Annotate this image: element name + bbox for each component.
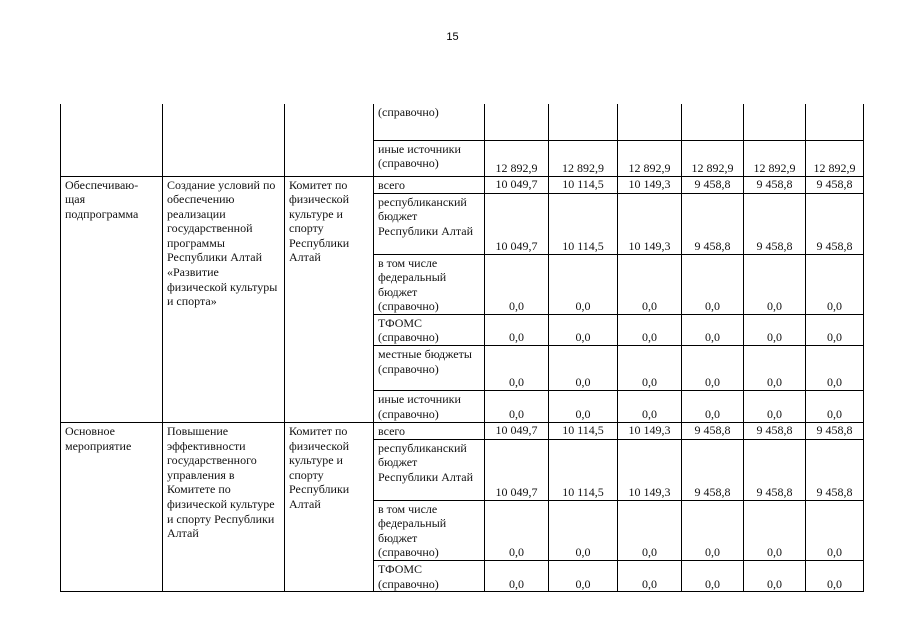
value-cell: 0,0	[549, 254, 618, 314]
source-cell: всего	[374, 176, 485, 193]
value-cell: 10 149,3	[618, 176, 682, 193]
value-cell	[549, 104, 618, 140]
value-cell: 0,0	[744, 314, 806, 345]
value-cell: 0,0	[485, 346, 549, 391]
value-cell: 0,0	[549, 500, 618, 560]
value-cell: 0,0	[682, 346, 744, 391]
source-cell: иные источники (справочно)	[374, 140, 485, 176]
value-cell: 0,0	[806, 314, 864, 345]
page-number: 15	[446, 31, 459, 43]
value-cell: 9 458,8	[682, 439, 744, 500]
value-cell: 0,0	[744, 346, 806, 391]
budget-table	[60, 104, 864, 592]
value-cell: 10 114,5	[549, 176, 618, 193]
value-cell: 9 458,8	[682, 176, 744, 193]
value-cell: 12 892,9	[618, 140, 682, 176]
value-cell: 10 049,7	[485, 423, 549, 440]
value-cell: 0,0	[744, 254, 806, 314]
name-cell: Повышение эффективности государственного управления в Комитете по физической культуре и спорту Республики Алтай	[163, 423, 285, 592]
value-cell: 0,0	[618, 346, 682, 391]
source-cell: иные источники (справочно)	[374, 391, 485, 423]
value-cell	[485, 104, 549, 140]
value-cell: 0,0	[682, 561, 744, 592]
value-cell: 10 049,7	[485, 439, 549, 500]
value-cell: 12 892,9	[682, 140, 744, 176]
table-row	[61, 423, 864, 440]
source-cell: в том числе федеральный бюджет (справочно)	[374, 500, 485, 560]
category-cell: Основное мероприятие	[61, 423, 163, 592]
value-cell	[618, 104, 682, 140]
value-cell: 0,0	[618, 500, 682, 560]
value-cell: 10 149,3	[618, 423, 682, 440]
source-cell: (справочно)	[374, 104, 485, 140]
value-cell: 12 892,9	[806, 140, 864, 176]
category-cell	[61, 104, 163, 176]
value-cell: 0,0	[549, 561, 618, 592]
value-cell: 10 114,5	[549, 439, 618, 500]
value-cell: 9 458,8	[744, 439, 806, 500]
value-cell	[682, 104, 744, 140]
value-cell: 0,0	[549, 346, 618, 391]
value-cell: 0,0	[682, 314, 744, 345]
value-cell: 9 458,8	[744, 193, 806, 254]
value-cell	[744, 104, 806, 140]
table-row	[61, 104, 864, 140]
value-cell: 0,0	[485, 314, 549, 345]
value-cell: 12 892,9	[744, 140, 806, 176]
value-cell: 9 458,8	[744, 423, 806, 440]
executor-cell: Комитет по физической культуре и спорту Республики Алтай	[285, 176, 374, 423]
value-cell: 10 149,3	[618, 193, 682, 254]
executor-cell	[285, 104, 374, 176]
name-cell	[163, 104, 285, 176]
source-cell: местные бюджеты (справочно)	[374, 346, 485, 391]
value-cell: 9 458,8	[806, 423, 864, 440]
value-cell: 0,0	[618, 561, 682, 592]
source-cell: республиканский бюджет Республики Алтай	[374, 439, 485, 500]
value-cell: 0,0	[682, 391, 744, 423]
value-cell: 10 049,7	[485, 193, 549, 254]
value-cell: 9 458,8	[806, 193, 864, 254]
value-cell: 9 458,8	[682, 423, 744, 440]
value-cell: 9 458,8	[806, 439, 864, 500]
source-cell: всего	[374, 423, 485, 440]
table-row	[61, 176, 864, 193]
value-cell: 12 892,9	[485, 140, 549, 176]
category-cell: Обеспечиваю-щая подпрограмма	[61, 176, 163, 423]
value-cell: 0,0	[618, 314, 682, 345]
value-cell: 10 049,7	[485, 176, 549, 193]
source-cell: ТФОМС (справочно)	[374, 561, 485, 592]
value-cell: 0,0	[485, 561, 549, 592]
value-cell: 0,0	[806, 346, 864, 391]
source-cell: ТФОМС (справочно)	[374, 314, 485, 345]
value-cell: 9 458,8	[682, 193, 744, 254]
value-cell: 0,0	[744, 500, 806, 560]
value-cell	[806, 104, 864, 140]
value-cell: 0,0	[618, 391, 682, 423]
value-cell: 0,0	[806, 391, 864, 423]
value-cell: 0,0	[806, 561, 864, 592]
name-cell: Создание условий по обеспечению реализации государственной программы Республики Алтай «Развитие физической культуры и спорта»	[163, 176, 285, 423]
value-cell: 0,0	[744, 561, 806, 592]
value-cell: 12 892,9	[549, 140, 618, 176]
source-cell: республиканский бюджет Республики Алтай	[374, 193, 485, 254]
value-cell: 0,0	[485, 500, 549, 560]
value-cell: 0,0	[549, 391, 618, 423]
value-cell: 0,0	[682, 500, 744, 560]
value-cell: 10 149,3	[618, 439, 682, 500]
value-cell: 0,0	[485, 391, 549, 423]
value-cell: 10 114,5	[549, 193, 618, 254]
value-cell: 0,0	[549, 314, 618, 345]
source-cell: в том числе федеральный бюджет (справочно)	[374, 254, 485, 314]
value-cell: 0,0	[744, 391, 806, 423]
value-cell: 10 114,5	[549, 423, 618, 440]
value-cell: 0,0	[806, 254, 864, 314]
value-cell: 9 458,8	[806, 176, 864, 193]
value-cell: 0,0	[682, 254, 744, 314]
value-cell: 0,0	[485, 254, 549, 314]
value-cell: 0,0	[806, 500, 864, 560]
value-cell: 9 458,8	[744, 176, 806, 193]
executor-cell: Комитет по физической культуре и спорту Республики Алтай	[285, 423, 374, 592]
value-cell: 0,0	[618, 254, 682, 314]
